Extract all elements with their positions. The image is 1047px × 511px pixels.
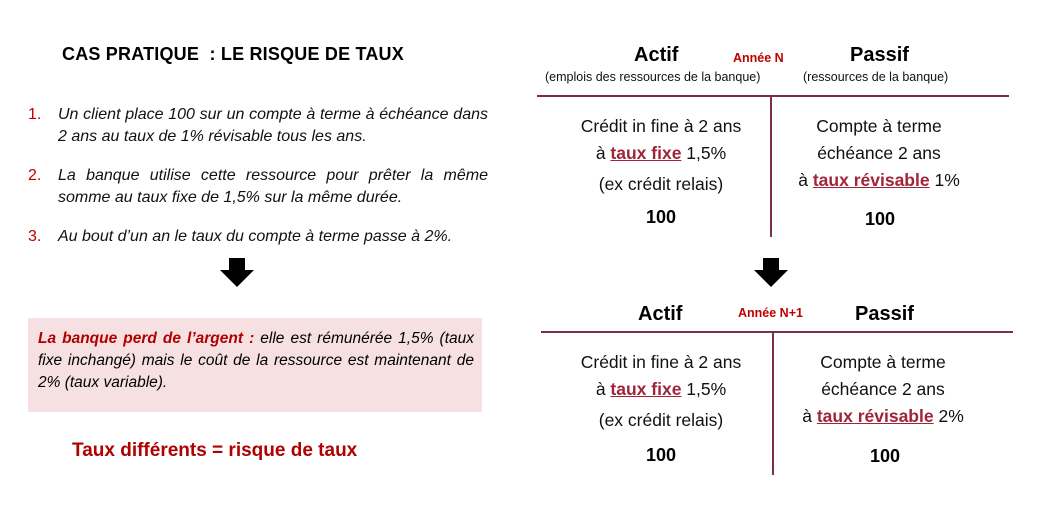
table2-passif-amount: 100 (869, 446, 901, 466)
table2-passif-header: Passif (855, 303, 914, 325)
item-text: Au bout d’un an le taux du compte à terme passe à 2%. (58, 228, 453, 245)
table2-actif-header: Actif (638, 303, 683, 325)
table1-horizontal-line (537, 95, 1009, 97)
deposit-line: Compte à terme (820, 352, 946, 372)
table2-vertical-line (772, 331, 774, 475)
table2-actif-amount: 100 (645, 445, 677, 465)
table1-actif-header: Actif (634, 44, 679, 66)
table1-passif-cell (784, 113, 974, 194)
loss-text (38, 328, 474, 394)
rate-label: taux révisable (812, 170, 930, 190)
page-title: CAS PRATIQUE : LE RISQUE DE TAUX (62, 44, 404, 64)
loss-lead: La banque perd de l’argent : (38, 330, 255, 347)
rate-label: taux fixe (610, 143, 682, 163)
table2-actif-cell (556, 349, 766, 434)
rate-line: à taux révisable 2% (802, 406, 964, 426)
list-item (28, 165, 488, 209)
rate-label: taux fixe (610, 379, 682, 399)
credit-type: (ex crédit relais) (598, 410, 724, 430)
loss-body: elle est rémunérée 1,5% (taux fixe inchangé) mais le coût de la ressource est maintenant de 2% (taux variable). (38, 330, 474, 391)
table2-horizontal-line (541, 331, 1013, 333)
item-text: Un client place 100 sur un compte à terme à échéance dans 2 ans au taux de 1% révisable tous les ans. (58, 106, 488, 145)
list-item (28, 104, 488, 148)
table1-passif-subtitle: (ressources de la banque) (803, 70, 949, 84)
table2-year: Année N+1 (738, 306, 803, 320)
credit-type: (ex crédit relais) (598, 174, 724, 194)
credit-line: Crédit in fine à 2 ans (580, 116, 742, 136)
loss-callout (28, 318, 482, 412)
credit-line: Crédit in fine à 2 ans (580, 352, 742, 372)
table1-actif-amount: 100 (645, 207, 677, 227)
table1-passif-amount: 100 (864, 209, 896, 229)
table1-passif-header: Passif (850, 44, 909, 66)
table1-vertical-line (770, 95, 772, 237)
rate-label: taux révisable (816, 406, 934, 426)
maturity-line: échéance 2 ans (817, 143, 941, 163)
deposit-line: Compte à terme (816, 116, 942, 136)
item-number: 3. (28, 228, 42, 245)
table1-actif-cell (556, 113, 766, 198)
down-arrow-icon (754, 258, 788, 288)
table2-passif-cell (788, 349, 978, 430)
maturity-line: échéance 2 ans (821, 379, 945, 399)
item-number: 2. (28, 167, 42, 184)
item-number: 1. (28, 106, 42, 123)
list-item (28, 226, 488, 248)
table1-year: Année N (733, 51, 784, 65)
down-arrow-icon (220, 258, 254, 288)
rate-line: à taux révisable 1% (798, 170, 960, 190)
conclusion: Taux différents = risque de taux (72, 440, 358, 461)
item-text: La banque utilise cette ressource pour prêter la même somme au taux fixe de 1,5% sur la même durée. (58, 167, 488, 206)
rate-line: à taux fixe 1,5% (595, 379, 727, 399)
table1-actif-subtitle: (emplois des ressources de la banque) (545, 70, 761, 84)
rate-line: à taux fixe 1,5% (595, 143, 727, 163)
